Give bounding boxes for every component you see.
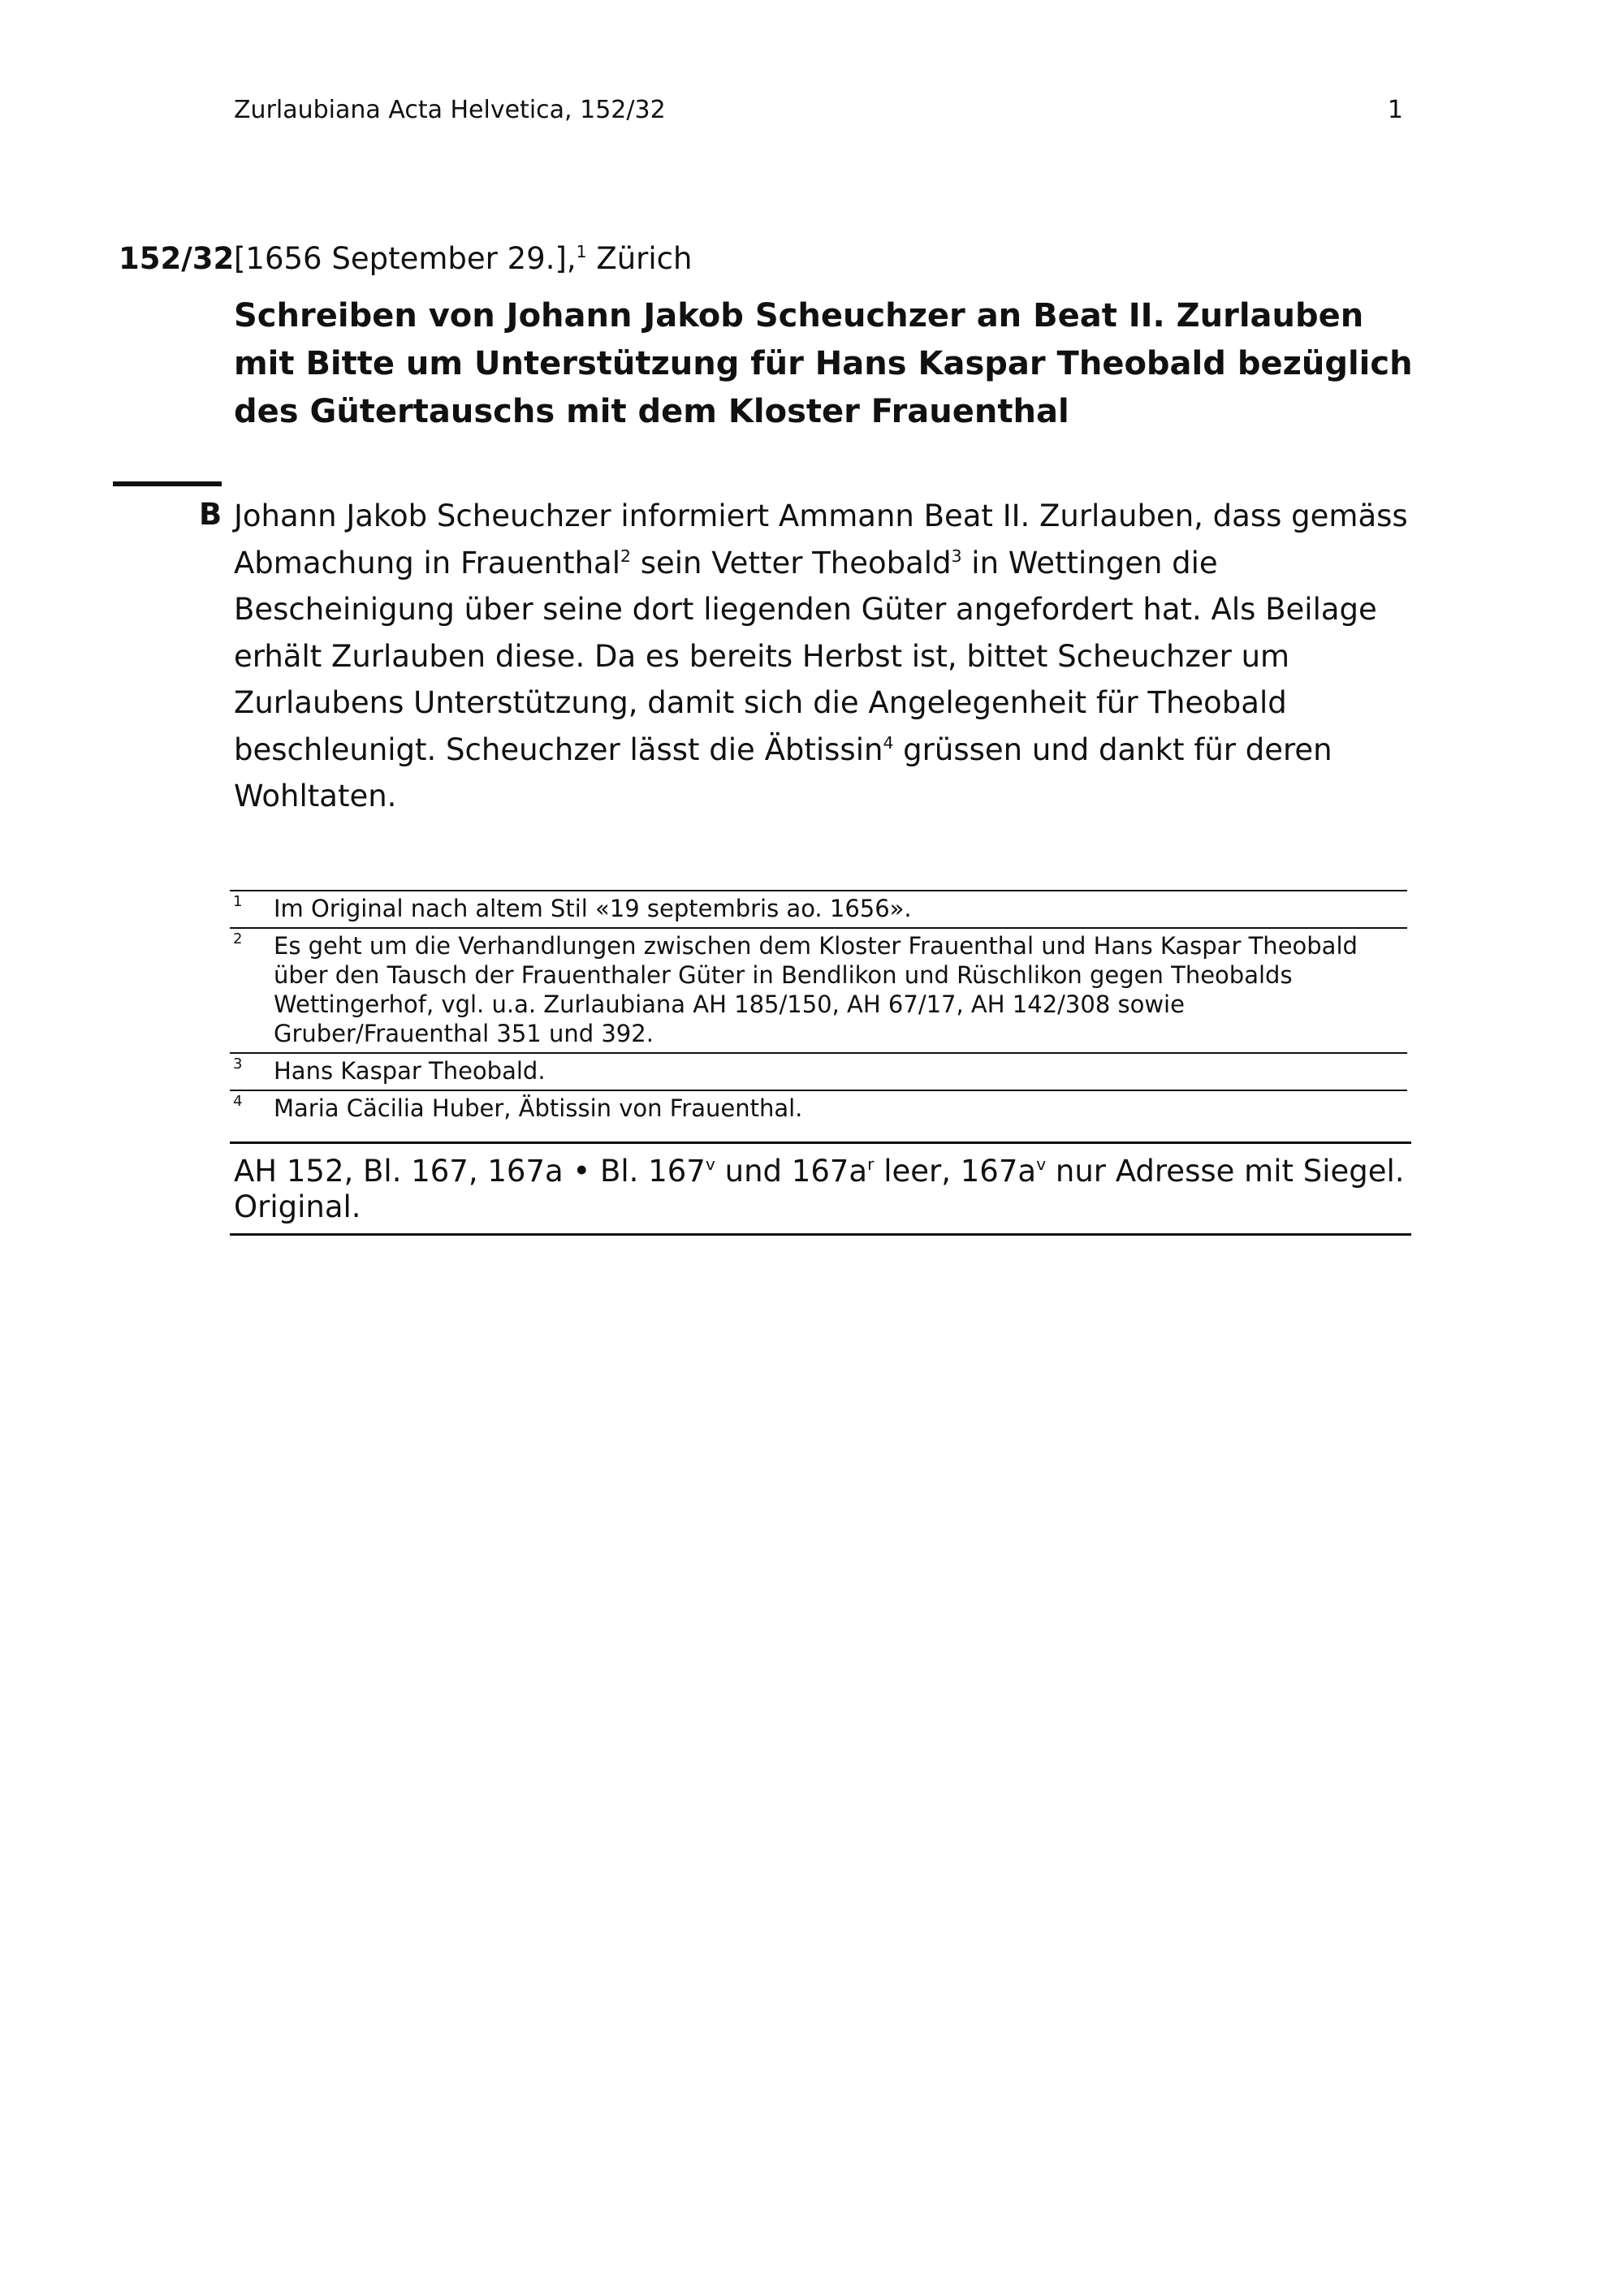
footnote-text: Im Original nach altem Stil «19 septembris ao. 1656». xyxy=(274,895,912,922)
document-number: 152/32 xyxy=(119,241,235,276)
running-header-title: Zurlaubiana Acta Helvetica, 152/32 xyxy=(234,96,666,124)
footnote-ref-3[interactable]: 3 xyxy=(951,546,962,566)
summary-text xyxy=(234,493,1427,820)
footnote-number: 1 xyxy=(233,893,243,910)
source-part-4: nur Adresse mit Siegel. Original. xyxy=(234,1154,1405,1224)
footnote-text: Maria Cäcilia Huber, Äbtissin von Frauenthal. xyxy=(274,1094,803,1122)
footnote-ref-4[interactable]: 4 xyxy=(883,732,894,753)
summary-part-4: grüssen und dankt für deren Wohltaten. xyxy=(234,732,1332,814)
summary-part-1: Johann Jakob Scheuchzer informiert Ammann Beat II. Zurlauben, dass gemäss Abmachung in Frauenthal xyxy=(234,498,1408,580)
footnote-item xyxy=(230,1090,1407,1127)
footnotes xyxy=(230,890,1407,1127)
footnote-ref-1[interactable]: 1 xyxy=(576,241,587,261)
document-place: Zürich xyxy=(586,241,693,276)
source-reference xyxy=(230,1142,1411,1236)
document-title: Schreiben von Johann Jakob Scheuchzer an Beat II. Zurlauben mit Bitte um Unterstützung für Hans Kaspar Theobald bezüglich des Gütertauschs mit dem Kloster Frauenthal xyxy=(234,297,1413,430)
footnote-text: Hans Kaspar Theobald. xyxy=(274,1057,546,1085)
document-date-place xyxy=(234,241,692,276)
footnote-number: 3 xyxy=(233,1055,243,1072)
footnote-number: 2 xyxy=(233,930,243,947)
footnote-item xyxy=(230,1052,1407,1090)
section-rule xyxy=(113,481,222,486)
footnote-text: Es geht um die Verhandlungen zwischen dem Kloster Frauenthal und Hans Kaspar Theobald über den Tausch der Frauenthaler Güter in Bendlikon und Rüschlikon gegen Theobalds Wettingerhof, vgl. u.a. Zurlaubiana AH 185/150, AH 67/17, AH 142/308 sowie Gruber/Frauenthal 351 und 392. xyxy=(274,932,1358,1047)
footnote-ref-2[interactable]: 2 xyxy=(620,546,631,566)
footnote-number: 4 xyxy=(233,1093,243,1110)
summary-part-2: sein Vetter Theobald xyxy=(630,545,952,580)
recto-mark: r xyxy=(867,1154,875,1174)
footnote-item xyxy=(230,890,1407,927)
source-part-1: AH 152, Bl. 167, 167a • Bl. 167 xyxy=(234,1154,706,1189)
summary-part-3: in Wettingen die Bescheinigung über seine dort liegenden Güter angefordert hat. Als Beilage erhält Zurlauben diese. Da es bereits Herbst ist, bittet Scheuchzer um Zurlaubens Unterstützung, damit sich die Angelegenheit für Theobald beschleunigt. Scheuchzer lässt die Äbtissin xyxy=(234,545,1377,767)
section-marker: B xyxy=(199,497,222,532)
verso-mark: v xyxy=(705,1154,715,1174)
page-number: 1 xyxy=(1387,96,1403,124)
source-part-2: und 167a xyxy=(715,1154,868,1189)
verso-mark: v xyxy=(1036,1154,1047,1174)
footnote-item xyxy=(230,927,1407,1052)
document-date: [1656 September 29.], xyxy=(234,241,577,276)
source-part-3: leer, 167a xyxy=(874,1154,1037,1189)
